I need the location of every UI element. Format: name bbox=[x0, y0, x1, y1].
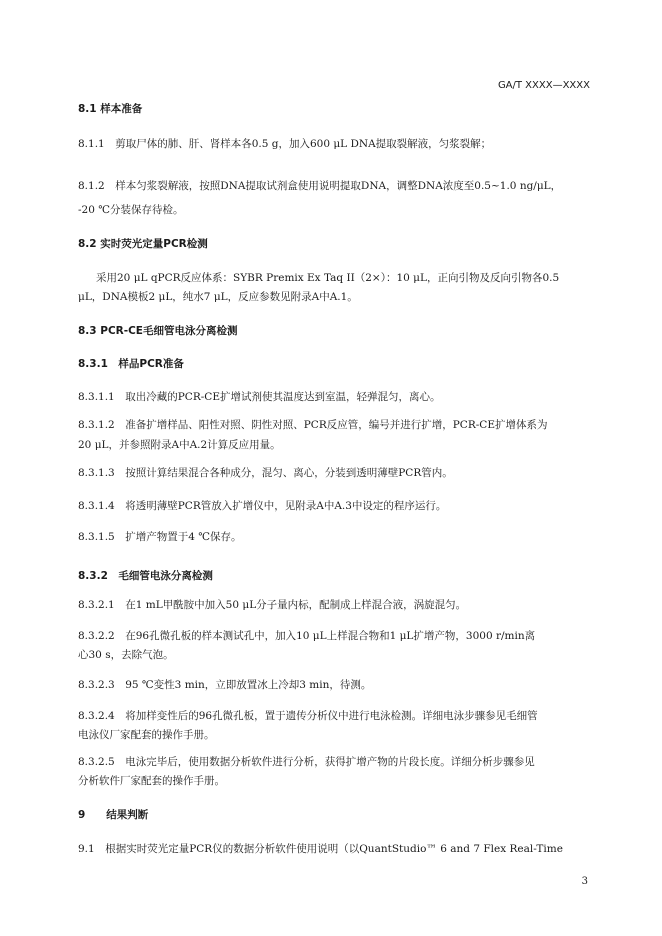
paragraph-8-3-2-4-line1: 8.3.2.4 将加样变性后的96孔微孔板，置于遗传分析仪中进行电泳检测。详细电泳步骤参见毛细管 bbox=[78, 710, 538, 722]
paragraph-8-3-2-5-line1: 8.3.2.5 电泳完毕后，使用数据分析软件进行分析，获得扩增产物的片段长度。详细分析步骤参见 bbox=[78, 756, 535, 768]
paragraph-8-3-2-2-line2: 心30 s，去除气泡。 bbox=[78, 649, 174, 661]
section-heading-9: 9 结果判断 bbox=[78, 809, 149, 821]
subsection-heading-8-3-1: 8.3.1 样品PCR准备 bbox=[78, 358, 184, 370]
paragraph-8-1-1: 8.1.1 剪取尸体的肺、肝、肾样本各0.5 g，加入600 μL DNA提取裂解液，匀浆裂解； bbox=[78, 138, 492, 150]
paragraph-8-3-1-2-line1: 8.3.1.2 准备扩增样品、阳性对照、阴性对照、PCR反应管，编号并进行扩增，PCR-CE扩增体系为 bbox=[78, 419, 548, 431]
paragraph-8-3-2-4-line2: 电泳仪厂家配套的操作手册。 bbox=[78, 729, 215, 741]
paragraph-8-3-1-2-line2: 20 μL，并参照附录A中A.2计算反应用量。 bbox=[78, 439, 281, 451]
paragraph-8-3-2-5-line2: 分析软件厂家配套的操作手册。 bbox=[78, 775, 225, 787]
paragraph-8-3-2-1: 8.3.2.1 在1 mL甲酰胺中加入50 μL分子量内标，配制成上样混合液，涡旋混匀。 bbox=[78, 599, 467, 611]
paragraph-8-3-2-3: 8.3.2.3 95 ℃变性3 min，立即放置冰上冷却3 min，待测。 bbox=[78, 679, 372, 691]
paragraph-8-3-1-4: 8.3.1.4 将透明薄壁PCR管放入扩增仪中，见附录A中A.3中设定的程序运行。 bbox=[78, 500, 447, 512]
paragraph-8-3-1-1: 8.3.1.1 取出冷藏的PCR-CE扩增试剂使其温度达到室温，轻弹混匀，离心。 bbox=[78, 391, 441, 403]
paragraph-8-2-line2: μL，DNA模板2 μL，纯水7 μL，反应参数见附录A中A.1。 bbox=[78, 291, 358, 303]
paragraph-8-3-2-2-line1: 8.3.2.2 在96孔微孔板的样本测试孔中，加入10 μL上样混合物和1 μL扩增产物，3000 r/min离 bbox=[78, 630, 536, 642]
paragraph-8-3-1-3: 8.3.1.3 按照计算结果混合各种成分，混匀、离心，分装到透明薄壁PCR管内。 bbox=[78, 467, 453, 479]
document-code-header: GA/T XXXX—XXXX bbox=[497, 80, 590, 91]
paragraph-8-1-2-line1: 8.1.2 样本匀浆裂解液，按照DNA提取试剂盒使用说明提取DNA，调整DNA浓度至0.5~1.0 ng/μL， bbox=[78, 180, 562, 192]
paragraph-8-3-1-5: 8.3.1.5 扩增产物置于4 ℃保存。 bbox=[78, 531, 242, 543]
section-heading-8-3: 8.3 PCR-CE毛细管电泳分离检测 bbox=[78, 325, 238, 337]
paragraph-8-2-line1: 采用20 μL qPCR反应体系：SYBR Premix Ex Taq II（2×）：10 μL，正向引物及反向引物各0.5 bbox=[96, 272, 560, 284]
section-heading-8-1: 8.1 样本准备 bbox=[78, 103, 143, 115]
section-heading-8-2: 8.2 实时荧光定量PCR检测 bbox=[78, 238, 208, 250]
page-number: 3 bbox=[581, 876, 588, 887]
paragraph-8-1-2-line2: -20 ℃分装保存待检。 bbox=[78, 204, 184, 216]
paragraph-9-1: 9.1 根据实时荧光定量PCR仪的数据分析软件使用说明（以QuantStudio™ 6 and 7 Flex Real-Time bbox=[78, 843, 563, 855]
subsection-heading-8-3-2: 8.3.2 毛细管电泳分离检测 bbox=[78, 570, 213, 582]
